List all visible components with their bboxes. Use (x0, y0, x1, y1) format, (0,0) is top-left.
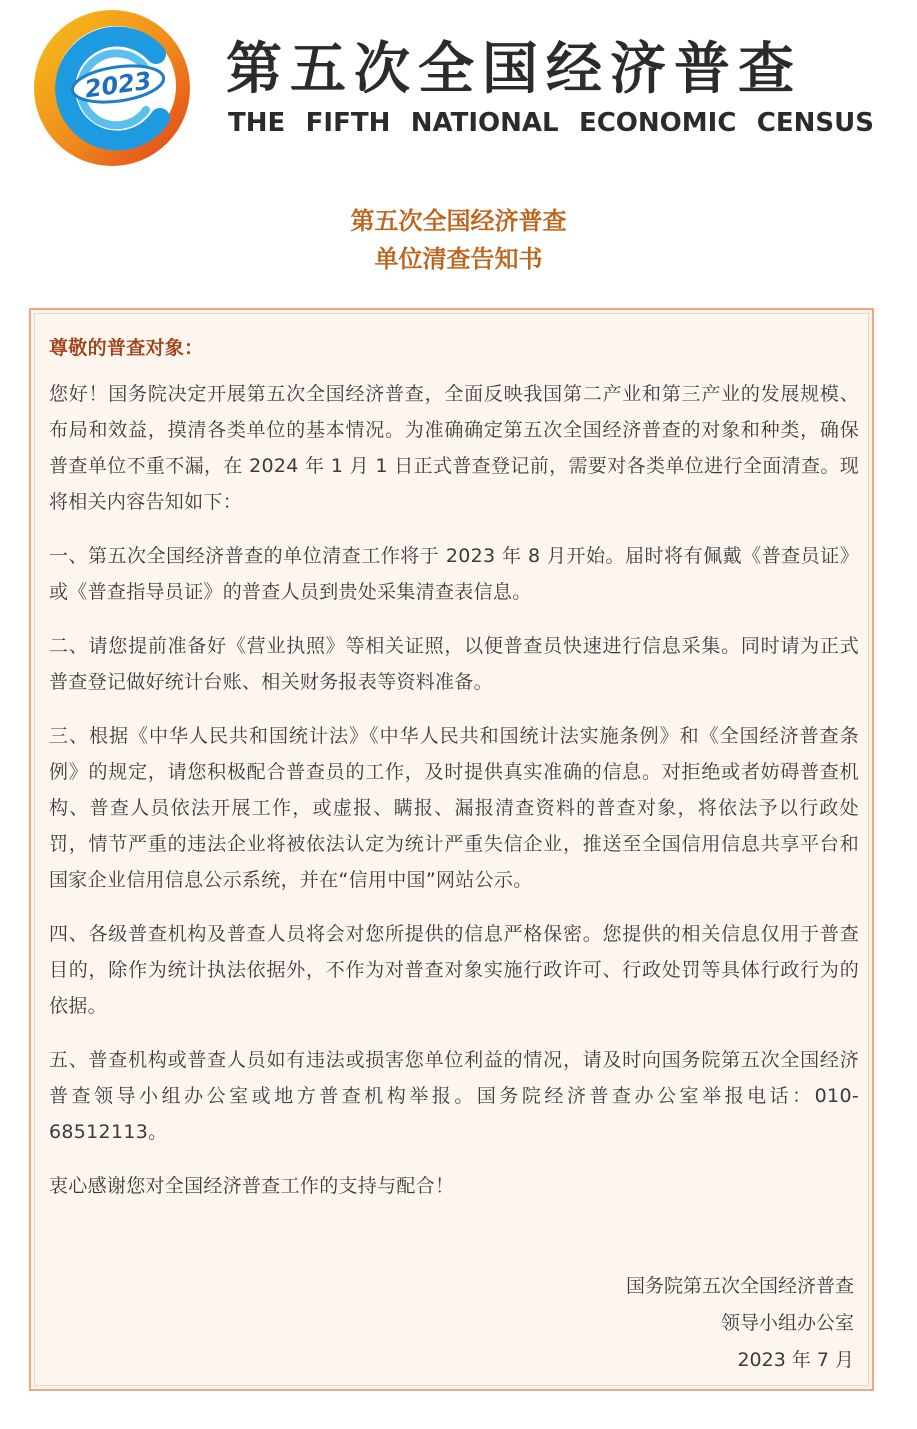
notice-content (49, 330, 859, 1222)
census-header (0, 0, 917, 180)
brand-en-word: ECONOMIC (578, 108, 737, 138)
logo-year-text: 2023 (83, 66, 154, 104)
brand-en-word: CENSUS (756, 108, 874, 138)
signature-block (626, 1268, 854, 1379)
thanks-paragraph: 衷心感谢您对全国经济普查工作的支持与配合！ (49, 1175, 455, 1197)
brand-en-word: THE (228, 108, 286, 138)
item-2-paragraph: 二、请您提前准备好《营业执照》等相关证照，以便普查员快速进行信息采集。同时请为正式普查登记做好统计台账、相关财务报表等资料准备。 (49, 635, 859, 693)
item-1-paragraph: 一、第五次全国经济普查的单位清查工作将于 2023 年 8 月开始。届时将有佩戴《普查员证》或《普查指导员证》的普查人员到贵处采集清查表信息。 (49, 545, 859, 603)
intro-paragraph: 您好！国务院决定开展第五次全国经济普查，全面反映我国第二产业和第三产业的发展规模、布局和效益，摸清各类单位的基本情况。为准确确定第五次全国经济普查的对象和种类，确保普查单位不重不漏，在 2024 年 1 月 1 日正式普查登记前，需要对各类单位进行全面清查。现将相关内容告知如下： (49, 383, 859, 513)
signature-org-line2: 领导小组办公室 (720, 1312, 854, 1334)
item-3-paragraph: 三、根据《中华人民共和国统计法》《中华人民共和国统计法实施条例》和《全国经济普查条例》的规定，请您积极配合普查员的工作，及时提供真实准确的信息。对拒绝或者妨碍普查机构、普查人员依法开展工作，或虚报、瞒报、漏报清查资料的普查对象，将依法予以行政处罚，情节严重的违法企业将被依法认定为统计严重失信企业，推送至全国信用信息共享平台和国家企业信用信息公示系统，并在“信用中国”网站公示。 (49, 725, 859, 891)
signature-org-line1: 国务院第五次全国经济普查 (625, 1275, 854, 1297)
item-5-paragraph: 五、普查机构或普查人员如有违法或损害您单位利益的情况，请及时向国务院第五次全国经济普查领导小组办公室或地方普查机构举报。国务院经济普查办公室举报电话：010-68512113。 (49, 1049, 859, 1143)
item-4-paragraph: 四、各级普查机构及普查人员将会对您所提供的信息严格保密。您提供的相关信息仅用于普查目的，除作为统计执法依据外，不作为对普查对象实施行政许可、行政处罚等具体行政行为的依据。 (49, 923, 859, 1017)
brand-en-word: NATIONAL (410, 108, 559, 138)
page-title-line2: 单位清查告知书 (374, 245, 543, 273)
brand-chinese-title: 第五次全国经济普查 (226, 37, 802, 102)
notice-panel (29, 308, 874, 1391)
page-title-line1: 第五次全国经济普查 (350, 207, 567, 235)
page-title (0, 202, 917, 278)
brand-en-word: FIFTH (305, 108, 391, 138)
census-logo-icon (28, 6, 196, 170)
brand-english-title (228, 106, 874, 140)
salutation: 尊敬的普查对象： (49, 337, 204, 359)
signature-date: 2023 年 7 月 (737, 1349, 854, 1371)
